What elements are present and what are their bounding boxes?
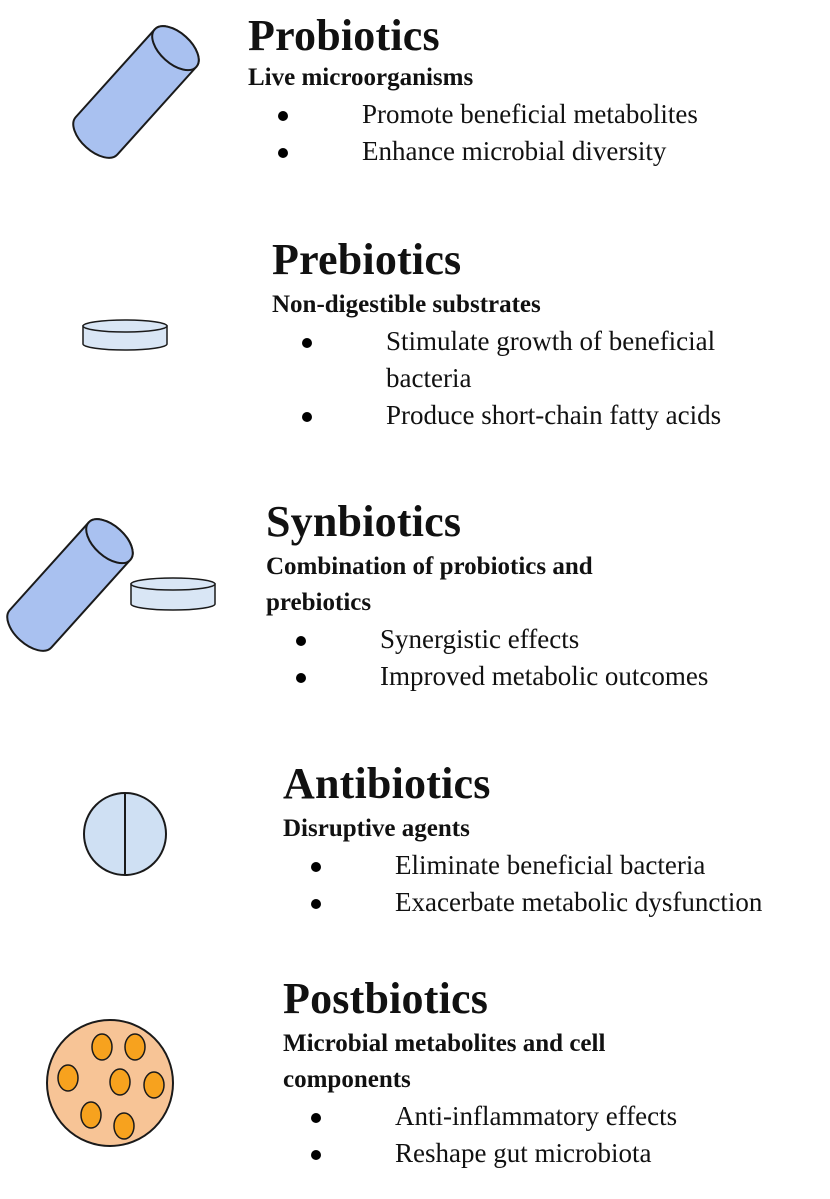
capsule-icon (65, 18, 206, 166)
bullet-text: Exacerbate metabolic dysfunction (395, 887, 763, 917)
bullet-dot (296, 636, 306, 646)
subtitle-line: Microbial metabolites and cell (283, 1030, 606, 1057)
granule-icon (114, 1113, 134, 1139)
bullet-item (311, 847, 823, 884)
bullet-item (296, 658, 812, 695)
subtitle-line: components (283, 1066, 411, 1093)
bullet-dot (302, 338, 312, 348)
granule-icon (110, 1069, 130, 1095)
granule-icon (81, 1102, 101, 1128)
granule-icon (92, 1034, 112, 1060)
granule-icon (144, 1072, 164, 1098)
bullet-dot (296, 673, 306, 683)
bullet-item-continuation (302, 360, 812, 397)
bullet-item (311, 884, 823, 921)
bullet-item (278, 133, 808, 170)
bullet-dot (311, 862, 321, 872)
bullet-text: Promote beneficial metabolites (362, 99, 698, 129)
section-antibiotics (283, 760, 823, 921)
section-title: Antibiotics (283, 759, 491, 808)
subtitle-line: Combination of probiotics and (266, 553, 593, 580)
bullet-dot (278, 148, 288, 158)
section-subtitle (266, 549, 812, 621)
bullet-dot (311, 1113, 321, 1123)
disc-icon (83, 320, 167, 350)
bullet-item (278, 96, 808, 133)
subtitle-line: prebiotics (266, 589, 372, 616)
section-title: Prebiotics (272, 235, 462, 284)
section-postbiotics (283, 975, 823, 1172)
section-title: Probiotics (248, 11, 440, 60)
section-subtitle (283, 1026, 823, 1098)
bullet-dot (311, 899, 321, 909)
bullet-dot (302, 412, 312, 422)
section-subtitle: Live microorganisms (248, 64, 474, 91)
granule-icon (125, 1034, 145, 1060)
bullet-text: Stimulate growth of beneficial (386, 326, 716, 356)
bullet-item (296, 621, 812, 658)
scored-tablet-icon (84, 793, 166, 875)
bullet-text: bacteria (386, 363, 472, 393)
bullet-text: Enhance microbial diversity (362, 136, 667, 166)
section-probiotics (248, 12, 808, 170)
section-subtitle: Non-digestible substrates (272, 291, 541, 318)
section-subtitle: Disruptive agents (283, 815, 470, 842)
bullet-text: Synergistic effects (380, 624, 580, 654)
metabolite-dish-icon (47, 1020, 173, 1146)
section-title: Synbiotics (266, 497, 462, 546)
section-synbiotics (266, 498, 812, 695)
bullet-text: Eliminate beneficial bacteria (395, 850, 706, 880)
section-title: Postbiotics (283, 974, 489, 1023)
bullet-dot (311, 1150, 321, 1160)
disc-icon (131, 578, 215, 610)
section-prebiotics (272, 236, 812, 434)
capsule-icon (0, 511, 141, 659)
bullet-text: Reshape gut microbiota (395, 1138, 652, 1168)
bullet-text: Produce short-chain fatty acids (386, 400, 722, 430)
bullet-text: Improved metabolic outcomes (380, 661, 709, 691)
bullet-dot (278, 111, 288, 121)
bullet-item (302, 397, 812, 434)
granule-icon (58, 1065, 78, 1091)
bullet-text: Anti-inflammatory effects (395, 1101, 678, 1131)
bullet-item (311, 1098, 823, 1135)
bullet-item (311, 1135, 823, 1172)
bullet-item (302, 323, 812, 360)
